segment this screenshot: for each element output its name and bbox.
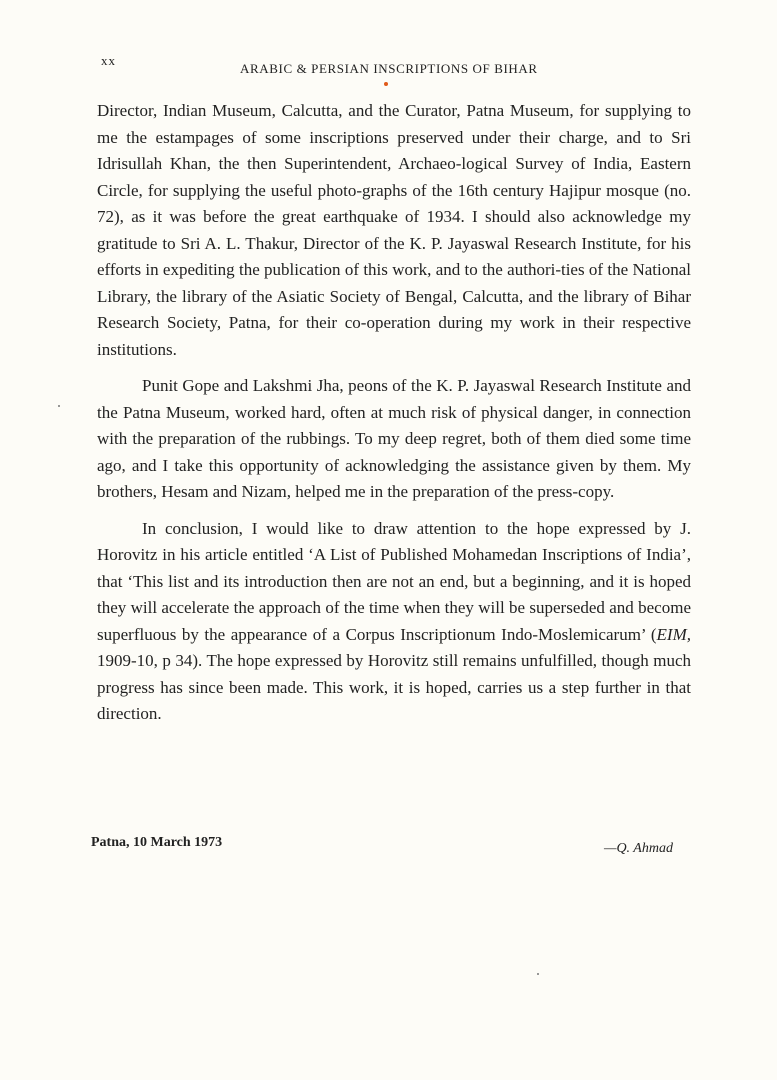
- body-text: [97, 98, 691, 738]
- paragraph-1: Director, Indian Museum, Calcutta, and the Curator, Patna Museum, for supplying to me the estampages of some inscriptions preserved under their charge, and to Sri Idrisullah Khan, the then Superintendent, Archaeo-logical Survey of India, Eastern Circle, for supplying the useful photo-graphs of the 16th century Hajipur mosque (no. 72), as it was before the great earthquake of 1934. I should also acknowledge my gratitude to Sri A. L. Thakur, Director of the K. P. Jayaswal Research Institute, for his efforts in expediting the publication of this work, and to the authori-ties of the National Library, the library of the Asiatic Society of Bengal, Calcutta, and the library of Bihar Research Society, Patna, for their co-operation during my work in their respective institutions.: [97, 101, 691, 359]
- paragraph-2: Punit Gope and Lakshmi Jha, peons of the K. P. Jayaswal Research Institute and the Patna Museum, worked hard, often at much risk of physical danger, in connection with the preparation of the rubbings. To my deep regret, both of them died some time ago, and I take this opportunity of acknowledging the assistance given by them. My brothers, Hesam and Nizam, helped me in the preparation of the press-copy.: [97, 376, 691, 501]
- eim-citation: EIM,: [656, 624, 691, 644]
- author-signature: —Q. Ahmad: [604, 841, 673, 856]
- place-date: Patna, 10 March 1973: [91, 835, 223, 850]
- paragraph-3-text-a: In conclusion, I would like to draw attention to the hope expressed by J. Horovitz in his article entitled ‘A List of Published Mohamedan Inscriptions of India’, that ‘This list and its introduction then are not an end, but a beginning, and it is hoped they will accelerate the approach of the time when they will be superseded and become superfluous by the appearance of a Corpus Inscriptionum Indo-Moslemicarum’ (: [97, 518, 691, 644]
- paragraph-3: [97, 516, 691, 728]
- paper-speck: [58, 405, 60, 407]
- page-number: xx: [101, 53, 116, 68]
- paragraph-3-text-b: 1909-10, p 34). The hope expressed by Horovitz still remains unfulfilled, though much progress has since been made. This work, it is hoped, carries us a step further in that direction.: [97, 651, 691, 723]
- paper-speck: [537, 973, 539, 975]
- running-head: ARABIC & PERSIAN INSCRIPTIONS OF BIHAR: [240, 61, 538, 76]
- ink-mark: [384, 82, 388, 86]
